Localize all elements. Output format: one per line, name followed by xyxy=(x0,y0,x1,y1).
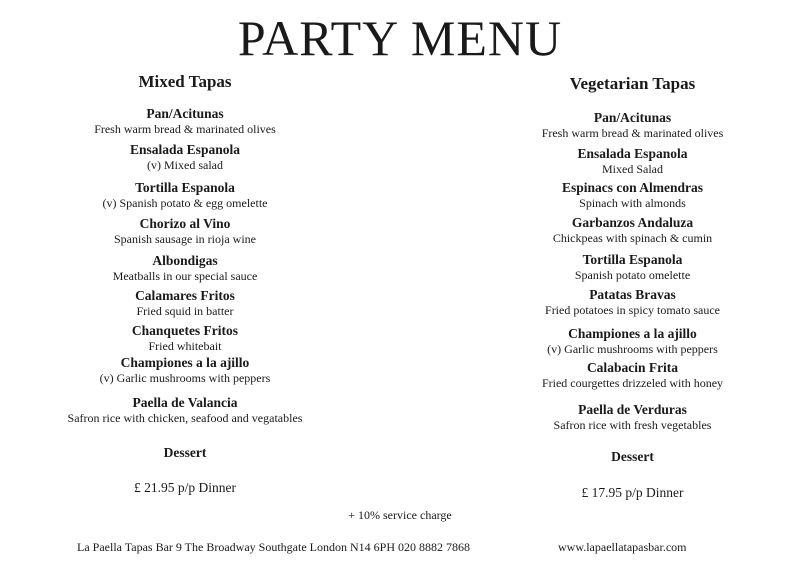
menu-item xyxy=(505,110,760,140)
menu-item-description: Safron rice with chicken, seafood and vegatables xyxy=(67,411,303,425)
menu-item-description: (v) Mixed salad xyxy=(147,158,223,172)
menu-item-name: Pan/Acitunas xyxy=(146,106,224,121)
price-label: £ 21.95 p/p Dinner xyxy=(134,480,236,495)
menu-item xyxy=(30,395,340,425)
menu-item xyxy=(505,287,760,317)
menu-item xyxy=(30,288,340,318)
price-label: £ 17.95 p/p Dinner xyxy=(581,485,684,500)
menu-item xyxy=(505,146,760,176)
menu-item-name: Pan/Acitunas xyxy=(593,110,672,125)
menu-item-name: Ensalada Espanola xyxy=(130,142,240,157)
menu-item-name: Tortilla Espanola xyxy=(582,252,683,267)
menu-item-description: (v) Spanish potato & egg omelette xyxy=(102,196,268,210)
menu-item xyxy=(505,326,760,356)
menu-item xyxy=(505,402,760,432)
service-charge-note: + 10% service charge xyxy=(348,508,452,522)
menu-item-description: Mixed Salad xyxy=(602,162,663,176)
mixed-tapas-heading: Mixed Tapas xyxy=(138,72,232,91)
menu-item xyxy=(30,216,340,246)
menu-item-name: Tortilla Espanola xyxy=(135,180,235,195)
vegetarian-tapas-heading: Vegetarian Tapas xyxy=(569,74,696,93)
menu-item-description: Meatballs in our special sauce xyxy=(112,269,258,283)
menu-item-description: Fried squid in batter xyxy=(136,304,234,318)
menu-item-name: Garbanzos Andaluza xyxy=(571,215,694,230)
menu-item xyxy=(30,355,340,385)
menu-item xyxy=(505,252,760,282)
menu-item xyxy=(30,323,340,353)
menu-item-description: Fresh warm bread & marinated olives xyxy=(541,126,724,140)
menu-item-name: Albondigas xyxy=(152,253,218,268)
dessert-label: Dessert xyxy=(163,445,207,460)
menu-item xyxy=(505,360,760,390)
menu-item-description: Fried courgettes drizzeled with honey xyxy=(541,376,724,390)
menu-item-name: Espinacs con Almendras xyxy=(561,180,704,195)
menu-item xyxy=(30,180,340,210)
menu-item xyxy=(30,253,340,283)
menu-item-description: Chickpeas with spinach & cumin xyxy=(552,231,713,245)
dessert-label: Dessert xyxy=(611,449,654,464)
menu-item-name: Chanquetes Fritos xyxy=(131,323,239,338)
menu-item-name: Calamares Fritos xyxy=(135,288,235,303)
menu-item-name: Paella de Verduras xyxy=(578,402,687,417)
menu-item-description: Fresh warm bread & marinated olives xyxy=(94,122,276,136)
menu-item-description: Fried potatoes in spicy tomato sauce xyxy=(545,303,720,317)
menu-item xyxy=(30,106,340,136)
menu-item-name: Championes a la ajillo xyxy=(120,355,250,370)
menu-item-description: Spanish potato omelette xyxy=(574,268,691,282)
menu-item-name: Paella de Valancia xyxy=(132,395,238,410)
menu-item-name: Championes a la ajillo xyxy=(568,326,697,341)
menu-item-name: Chorizo al Vino xyxy=(139,216,231,231)
menu-item-description: (v) Garlic mushrooms with peppers xyxy=(99,371,271,385)
page-title: PARTY MENU xyxy=(237,10,563,66)
menu-item-description: (v) Garlic mushrooms with peppers xyxy=(547,342,718,356)
menu-item xyxy=(505,215,760,245)
menu-item-name: Patatas Bravas xyxy=(589,287,676,302)
footer-address: La Paella Tapas Bar 9 The Broadway Southgate London N14 6PH 020 8882 7868 xyxy=(77,540,470,554)
footer-website: www.lapaellatapasbar.com xyxy=(558,540,687,554)
menu-item xyxy=(30,142,340,172)
menu-item xyxy=(505,180,760,210)
menu-item-description: Spanish sausage in rioja wine xyxy=(114,232,256,246)
menu-item-name: Calabacin Frita xyxy=(586,360,679,375)
menu-item-name: Ensalada Espanola xyxy=(577,146,688,161)
menu-item-description: Fried whitebait xyxy=(148,339,222,353)
menu-item-description: Spinach with almonds xyxy=(579,196,686,210)
menu-item-description: Safron rice with fresh vegetables xyxy=(553,418,712,432)
